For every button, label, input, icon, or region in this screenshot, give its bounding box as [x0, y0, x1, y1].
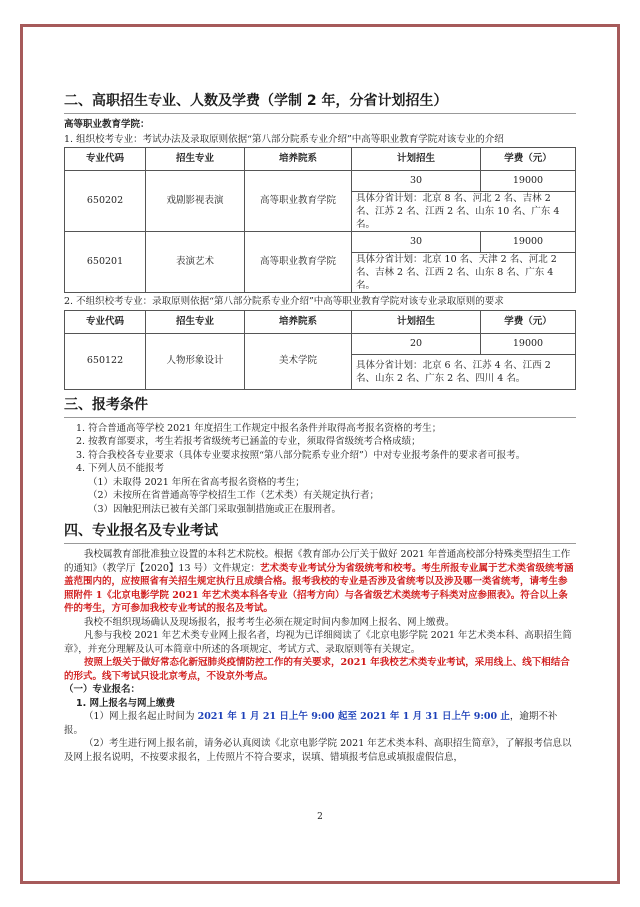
heading-divider	[64, 417, 576, 418]
condition-item: 2. 按教育部要求，考生若报考省级统考已涵盖的专业，须取得省级统考合格成绩；	[76, 436, 421, 447]
header-fee: 学费（元）	[481, 148, 576, 171]
header-code: 专业代码	[65, 310, 146, 333]
policy-highlight: 艺术类专业考试分为省级统考和校考。考生所报专业属于艺术类省级统考涵盖范围内的，应按照省有关招生规定执行且成绩合格。报考我校的专业是否涉及省统考以及涉及哪一类省统考，请考生参照附件 1《北京电影学院 2021 年艺术类本科各专业（招考方向）与各省级艺术类统考子科类对应参照表》。符合以上条件的考生，方可参加我校专业考试的报名及考试。	[64, 562, 574, 614]
table-header-row	[65, 310, 576, 333]
table-row	[65, 232, 576, 253]
paragraph-policy	[64, 548, 576, 616]
cell-dept: 高等职业教育学院	[245, 232, 352, 293]
condition-subitem: （1）未取得 2021 年所在省高考报名资格的考生；	[88, 476, 305, 488]
cell-fee: 19000	[481, 333, 576, 354]
table-header-row	[65, 148, 576, 171]
time-suffix: ，逾期不补报。	[64, 711, 558, 736]
section3-heading: 三、报考条件	[64, 396, 148, 413]
paragraph-covid-notice: 按照上级关于做好常态化新冠肺炎疫情防控工作的有关要求，2021 年我校艺术类专业考试，采用线上、线下相结合的形式。线下考试只设北京考点，不设京外考点。	[64, 657, 570, 682]
condition-subitem: （3）因触犯刑法已被有关部门采取强制措施或正在服刑者。	[88, 503, 342, 515]
heading-divider	[64, 113, 576, 114]
cell-provinces: 具体分省计划：北京 8 名、河北 2 名、吉林 2 名、江苏 2 名、江西 2 名、山东 10 名、广东 4 名。	[352, 192, 576, 232]
paragraph-agreement: 凡参与我校 2021 年艺术类专业网上报名者，均视为已详细阅读了《北京电影学院 2021 年艺术类本科、高职招生简章》，并充分理解及认可本简章中所述的各项规定、考试方式、录取原则等有关规定。	[64, 630, 572, 655]
heading-divider	[64, 543, 576, 544]
table-no-school-exam	[64, 310, 576, 390]
policy-text: 我校属教育部批准独立设置的本科艺术院校。根据《教育部办公厅关于做好 2021 年普通高校部分特殊类型招生工作的通知》（教学厅【2020】13 号）文件规定：	[64, 549, 571, 574]
section2-heading: 二、高职招生专业、人数及学费（学制 2 年，分省计划招生）	[64, 93, 448, 109]
cell-fee: 19000	[481, 232, 576, 253]
cell-plan: 30	[352, 171, 481, 192]
cell-plan: 30	[352, 232, 481, 253]
condition-item: 1. 符合普通高等学校 2021 年度招生工作规定中报名条件并取得高考报名资格的考生；	[76, 422, 442, 434]
cell-plan: 20	[352, 333, 481, 354]
table-school-exam	[64, 147, 576, 293]
cell-code: 650122	[65, 333, 146, 389]
cell-dept: 高等职业教育学院	[245, 171, 352, 232]
header-fee: 学费（元）	[481, 310, 576, 333]
table-row	[65, 333, 576, 354]
condition-subitem: （2）未按所在省普通高等学校招生工作（艺术类）有关规定执行者；	[88, 490, 380, 501]
page-number: 2	[317, 812, 323, 822]
time-range: 2021 年 1 月 21 日上午 9:00 起至 2021 年 1 月 31 日上午 9:00 止	[197, 711, 510, 722]
header-plan: 计划招生	[352, 148, 481, 171]
cell-major: 戏剧影视表演	[146, 171, 245, 232]
note2: 2. 不组织校考专业：录取原则依据“第八部分院系专业介绍”中高等职业教育学院对该专业录取原则的要求	[64, 296, 504, 307]
cell-provinces: 具体分省计划：北京 10 名、天津 2 名、河北 2 名、吉林 2 名、江西 2 名、山东 8 名、广东 4 名。	[352, 253, 576, 293]
note1: 1. 组织校考专业：考试办法及录取原则依据“第八部分院系专业介绍”中高等职业教育学院对该专业的介绍	[64, 133, 504, 145]
time-prefix: （1）网上报名起止时间为	[84, 711, 198, 722]
subheading-registration: （一）专业报名：	[64, 684, 141, 695]
condition-item: 3. 符合我校各专业要求（具体专业要求按照“第八部分院系专业介绍”）中对专业报考条件的要求者可报考。	[76, 449, 526, 461]
cell-fee: 19000	[481, 171, 576, 192]
header-code: 专业代码	[65, 148, 146, 171]
cell-code: 650202	[65, 171, 146, 232]
document-content	[64, 92, 576, 764]
paragraph-time	[64, 710, 576, 737]
header-major: 招生专业	[146, 310, 245, 333]
header-dept: 培养院系	[245, 148, 352, 171]
header-dept: 培养院系	[245, 310, 352, 333]
section4-heading: 四、专业报名及专业考试	[64, 523, 218, 539]
paragraph-online-only: 我校不组织现场确认及现场报名，报考考生必须在规定时间内参加网上报名、网上缴费。	[84, 616, 455, 628]
cell-provinces: 具体分省计划：北京 6 名、江苏 4 名、江西 2 名、山东 2 名、广东 2 名、四川 4 名。	[352, 354, 576, 389]
header-plan: 计划招生	[352, 310, 481, 333]
header-major: 招生专业	[146, 148, 245, 171]
condition-item: 4. 下列人员不能报考	[76, 463, 165, 474]
paragraph-instructions: （2）考生进行网上报名前，请务必认真阅读《北京电影学院 2021 年艺术类本科、高职招生简章》，了解报考信息以及网上报名说明，不按要求报名，上传照片不符合要求，误填、错填报考信息或填报虚假信息，	[64, 738, 572, 763]
table-row	[65, 171, 576, 192]
cell-major: 表演艺术	[146, 232, 245, 293]
cell-major: 人物形象设计	[146, 333, 245, 389]
cell-dept: 美术学院	[245, 333, 352, 389]
subheading-online: 1. 网上报名与网上缴费	[76, 697, 176, 709]
cell-code: 650201	[65, 232, 146, 293]
college-label: 高等职业教育学院：	[64, 119, 150, 130]
